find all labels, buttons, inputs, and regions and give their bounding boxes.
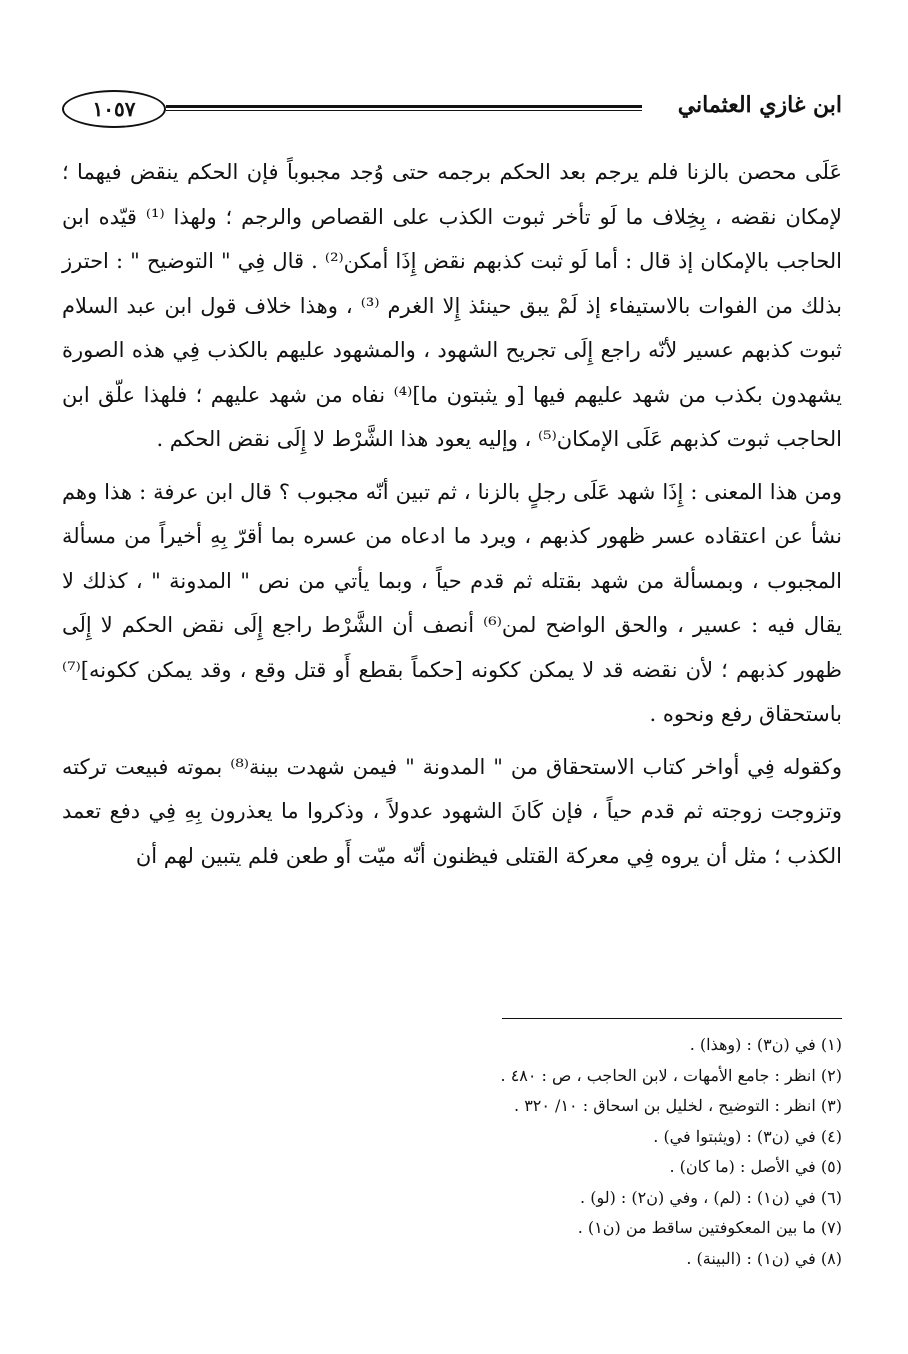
footnote-6: (٦) في (ن١) : (لم) ، وفي (ن٢) : (لو) . (580, 1187, 842, 1207)
paragraph: عَلَى محصن بالزنا فلم يرجم بعد الحكم برجمه حتى وُجد مجبوباً فإن الحكم ينقض فيهما ؛ لإمكان نقضه ، بِخِلاف ما لَو تأخر ثبوت الكذب على القصاص والرجم ؛ ولهذا ⁽¹⁾ قيّده ابن الحاجب بالإمكان إذ قال : أما لَو ثبت كذبهم نقض إِذَا أمكن⁽²⁾ . قال فِي " التوضيح " : احترز بذلك من الفوات بالاستيفاء إذ لَمْ يبق حينئذ إِلا الغرم ⁽³⁾ ، وهذا خلاف قول ابن عبد السلام ثبوت كذبهم عسير لأنّه راجع إِلَى تجريح الشهود ، والمشهود عليهم بالكذب فِي هذه الصورة يشهدون بكذب من شهد عليهم فيها [و يثبتون ما]⁽⁴⁾ نفاه من شهد عليهم ؛ فلهذا علّق ابن الحاجب ثبوت كذبهم عَلَى الإمكان⁽⁵⁾ ، وإليه يعود هذا الشَّرْط لا إِلَى نقض الحكم . (62, 160, 843, 451)
footnote-4: (٤) في (ن٣) : (ويثبتوا في) . (653, 1126, 842, 1146)
footnote-1: (١) في (ن٣) : (وهذا) . (689, 1035, 842, 1054)
footnote-3: (٣) انظر : التوضيح ، لخليل بن اسحاق : ١٠/ ٣٢٠ . (514, 1096, 842, 1115)
page-header (62, 88, 842, 132)
page-number: ١٠٥٧ (62, 90, 166, 128)
footnote-8: (٨) في (ن١) : (البينة) . (686, 1248, 842, 1268)
header-rule (166, 105, 642, 111)
footnotes (200, 1030, 842, 1274)
footnote-2: (٢) انظر : جامع الأمهات ، لابن الحاجب ، ص : ٤٨٠ . (500, 1065, 842, 1085)
footnote-separator (502, 1018, 842, 1019)
running-title: ابن غازي العثماني (677, 92, 842, 118)
paragraph: وكقوله فِي أواخر كتاب الاستحقاق من " المدونة " فيمن شهدت بينة⁽⁸⁾ بموته فبيعت تركته وتزوجت زوجته ثم قدم حياً ، فإن كَانَ الشهود عدولاً ، وذكروا ما يعذرون بِهِ فِي دفع تعمد الكذب ؛ مثل أن يروه فِي معركة القتلى فيظنون أنّه ميّت أَو طعن فلم يتبين لهم أن (62, 754, 842, 868)
main-text (62, 150, 842, 886)
footnote-5: (٥) في الأصل : (ما كان) . (669, 1157, 842, 1176)
footnote-7: (٧) ما بين المعكوفتين ساقط من (ن١) . (577, 1218, 842, 1237)
paragraph: ومن هذا المعنى : إِذَا شهد عَلَى رجلٍ بالزنا ، ثم تبين أنّه مجبوب ؟ قال ابن عرفة : هذا وهم نشأ عن اعتقاده عسر ظهور كذبهم ، ويرد ما ادعاه من عسره بما أقرّ بِهِ أخيراً من مسألة المجبوب ، وبمسألة من شهد بقتله ثم قدم حياً ، وبما يأتي من نص " المدونة " ، كذلك لا يقال فيه : عسير ، والحق الواضح لمن⁽⁶⁾ أنصف أن الشَّرْط راجع إِلَى نقض الحكم لا إِلَى ظهور كذبهم ؛ لأن نقضه قد لا يمكن ككونه [حكماً بقطع أَو قتل وقع ، وقد يمكن ككونه]⁽⁷⁾ باستحقاق رفع ونحوه . (62, 479, 842, 726)
